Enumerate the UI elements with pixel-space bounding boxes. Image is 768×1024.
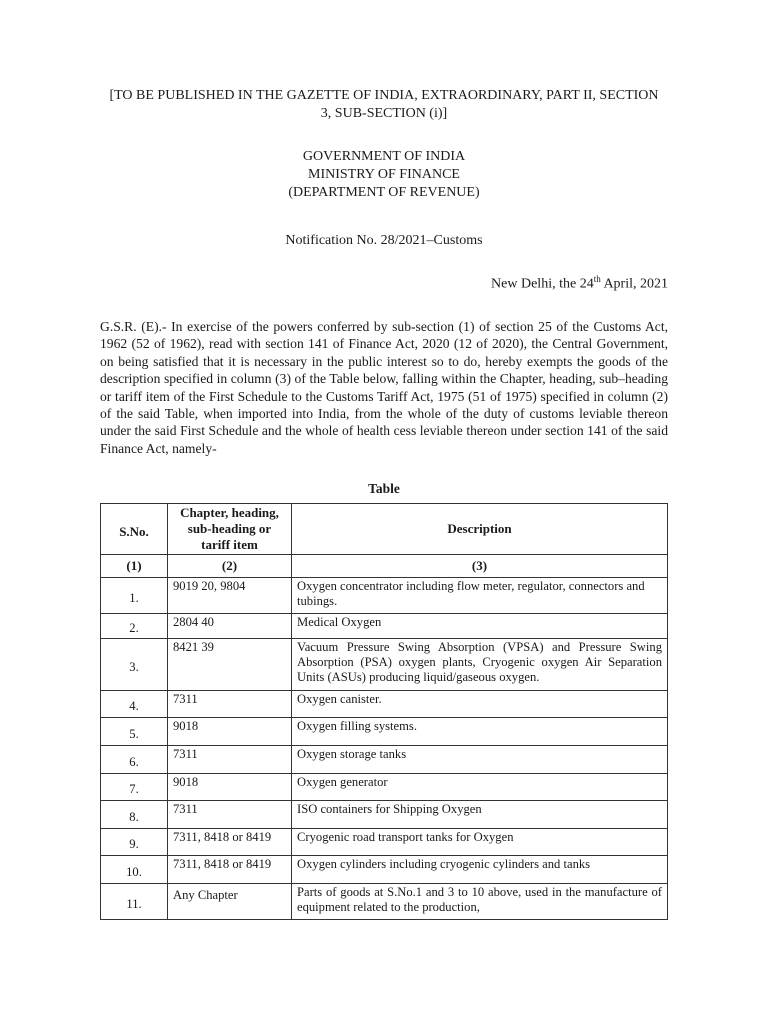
date-ordinal: th [593,274,601,284]
row-description: ISO containers for Shipping Oxygen [292,801,668,829]
row-description: Oxygen filling systems. [292,718,668,746]
header-sno: S.No. [101,504,168,555]
row-sno: 2. [101,614,168,639]
notification-body: G.S.R. (E).- In exercise of the powers conferred by sub-section (1) of section 25 of the Customs Act, 1962 (52 of 1962), read with section 141 of Finance Act, 2020 (12 of 2020), the Central Government, on being satisfied that it is necessary in the public interest so to do, hereby exempts the goods of the description specified in column (3) of the Table below, falling within the Chapter, heading, sub–heading or tariff item of the First Schedule to the Customs Tariff Act, 1975 (51 of 1975) specified in column (2) of the said Table, when imported into India, from the whole of the duty of customs leviable thereon under the said First Schedule and the whole of health cess leviable thereon under section 141 of the said Finance Act, namely- [100,319,668,456]
row-description: Medical Oxygen [292,614,668,639]
row-sno: 6. [101,746,168,774]
row-heading: 9018 [168,774,292,801]
notification-date [491,274,668,293]
row-heading: 9019 20, 9804 [168,578,292,614]
date-prefix: New Delhi, the 24 [491,276,594,292]
row-sno: 8. [101,801,168,829]
notification-number: Notification No. 28/2021–Customs [285,233,483,248]
row-heading: 2804 40 [168,614,292,639]
table-row [101,801,668,829]
row-sno: 3. [101,639,168,691]
table-row [101,718,668,746]
government-line: GOVERNMENT OF INDIA [302,149,466,164]
col-number-3: (3) [292,555,668,578]
row-heading: 7311, 8418 or 8419 [168,856,292,884]
gazette-line-1: [TO BE PUBLISHED IN THE GAZETTE OF INDIA, EXTRAORDINARY, PART II, SECTION [109,88,659,103]
col-number-2: (2) [168,555,292,578]
row-description: Oxygen canister. [292,691,668,718]
issuing-authority [90,148,678,202]
row-sno: 9. [101,829,168,856]
row-sno: 5. [101,718,168,746]
ministry-line: MINISTRY OF FINANCE [308,167,460,182]
row-description: Cryogenic road transport tanks for Oxygen [292,829,668,856]
column-number-row [101,555,668,578]
row-sno: 7. [101,774,168,801]
row-sno: 1. [101,578,168,614]
header-description: Description [292,504,668,555]
row-description: Oxygen concentrator including flow meter, regulator, connectors and tubings. [292,578,668,614]
department-line: (DEPARTMENT OF REVENUE) [288,185,480,200]
table-row [101,578,668,614]
table-row [101,856,668,884]
row-sno: 10. [101,856,168,884]
table-row [101,614,668,639]
row-heading: 9018 [168,718,292,746]
row-description: Oxygen cylinders including cryogenic cylinders and tanks [292,856,668,884]
table-row [101,639,668,691]
row-heading: Any Chapter [168,884,292,920]
col-number-1: (1) [101,555,168,578]
date-suffix: April, 2021 [600,276,668,292]
row-sno: 4. [101,691,168,718]
row-heading: 7311, 8418 or 8419 [168,829,292,856]
gazette-header [90,87,678,123]
table-title: Table [368,481,400,496]
exemption-table [100,503,668,920]
gazette-line-2: 3, SUB-SECTION (i)] [320,106,448,121]
table-row [101,746,668,774]
table-row [101,691,668,718]
row-description: Oxygen storage tanks [292,746,668,774]
row-description: Oxygen generator [292,774,668,801]
row-description: Vacuum Pressure Swing Absorption (VPSA) and Pressure Swing Absorption (PSA) oxygen plants, Cryogenic oxygen Air Separation Units (ASUs) producing liquid/gaseous oxygen. [292,639,668,691]
row-heading: 7311 [168,691,292,718]
row-heading: 8421 39 [168,639,292,691]
row-heading: 7311 [168,801,292,829]
row-heading: 7311 [168,746,292,774]
table-row [101,774,668,801]
row-sno: 11. [101,884,168,920]
table-row [101,884,668,920]
table-header-row [101,504,668,555]
table-row [101,829,668,856]
header-heading: Chapter, heading, sub-heading or tariff item [168,504,292,555]
row-description: Parts of goods at S.No.1 and 3 to 10 above, used in the manufacture of equipment related to the production, [292,884,668,920]
